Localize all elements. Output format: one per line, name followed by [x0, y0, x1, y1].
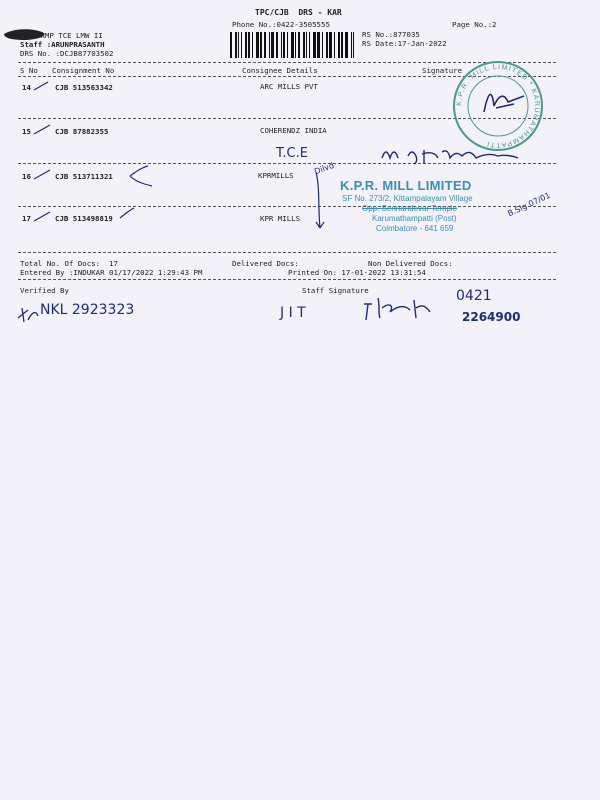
stamp-company-name: K.P.R. MILL LIMITED: [340, 178, 472, 193]
row-sno: 14: [22, 83, 31, 92]
row-consignment: CJB 513498819: [55, 214, 113, 223]
row-sno: 16: [22, 172, 31, 181]
row-sno: 15: [22, 127, 31, 136]
rs-number: RS No.:877035: [362, 30, 420, 39]
row-consignee: ARC MILLS PVT: [260, 82, 318, 91]
stamp-address-line2: Opp. Sennandevar Temple: [362, 204, 458, 213]
delivered-docs: Delivered Docs:: [232, 259, 299, 268]
handwritten-sign-date: B.Sig 07/01: [506, 190, 552, 219]
footer-divider: [18, 279, 556, 280]
column-consignee: Consignee Details: [242, 66, 318, 75]
verified-by-label: Verified By: [20, 286, 69, 295]
row-consignment: CJB 87882355: [55, 127, 109, 136]
row-consignment: CJB 513563342: [55, 83, 113, 92]
page-number: Page No.:2: [452, 20, 497, 29]
company-round-seal: [446, 56, 550, 160]
handwritten-bracket: [308, 168, 328, 238]
svg-text:K.P.R. MILL LIMITED * KARUMATH: [456, 64, 540, 148]
row-consignee: COHERENDZ INDIA: [260, 126, 327, 135]
staff-handwritten-signature: [360, 294, 440, 324]
column-sno: S No: [20, 66, 38, 75]
printed-on: Printed On: 17-01-2022 13:31:54: [288, 268, 426, 277]
column-signature: Signature: [422, 66, 463, 75]
branch-code: :KMP TCE LMW II: [36, 31, 103, 40]
stamp-address-line3: Karumathampatti (Post): [372, 214, 457, 223]
handwritten-phone-number: 2264900: [462, 310, 521, 324]
handwritten-phone-code: 0421: [456, 288, 492, 304]
row-consignee: KPRMILLS: [258, 171, 294, 180]
stamp-address-line1: SF No. 273/2, Kittampalayam Village: [342, 194, 473, 203]
handwritten-tce: T.C.E: [276, 146, 308, 161]
row-sno: 17: [22, 214, 31, 223]
column-consignment: Consignment No: [52, 66, 115, 75]
document-title: TPC/CJB DRS - KAR: [255, 8, 342, 17]
handwritten-jit: J I T: [280, 305, 306, 321]
non-delivered-docs: Non Delivered Docs:: [368, 259, 453, 268]
phone-number: Phone No.:0422-3505555: [232, 20, 330, 29]
row-consignee: KPR MILLS: [260, 214, 301, 223]
total-docs: Total No. Of Docs: 17: [20, 259, 118, 268]
seal-ring-text: K.P.R. MILL LIMITED * KARUMATHAMPATTI: [455, 63, 541, 149]
staff-name: Staff :ARUNPRASANTH: [20, 40, 105, 49]
rs-date: RS Date:17-Jan-2022: [362, 39, 447, 48]
handwritten-nkl-number: NKL 2923323: [40, 302, 135, 318]
row-consignment: CJB 513711321: [55, 172, 113, 181]
drs-number: DRS No. :DCJB87703502: [20, 49, 114, 58]
handwritten-delivery-note: Dilvd: [313, 160, 336, 177]
entered-by: Entered By :INDUKAR 01/17/2022 1:29:43 PM: [20, 268, 203, 277]
staff-signature-label: Staff Signature: [302, 286, 369, 295]
stamp-address-line4: Coimbatore - 641 659: [376, 224, 454, 233]
